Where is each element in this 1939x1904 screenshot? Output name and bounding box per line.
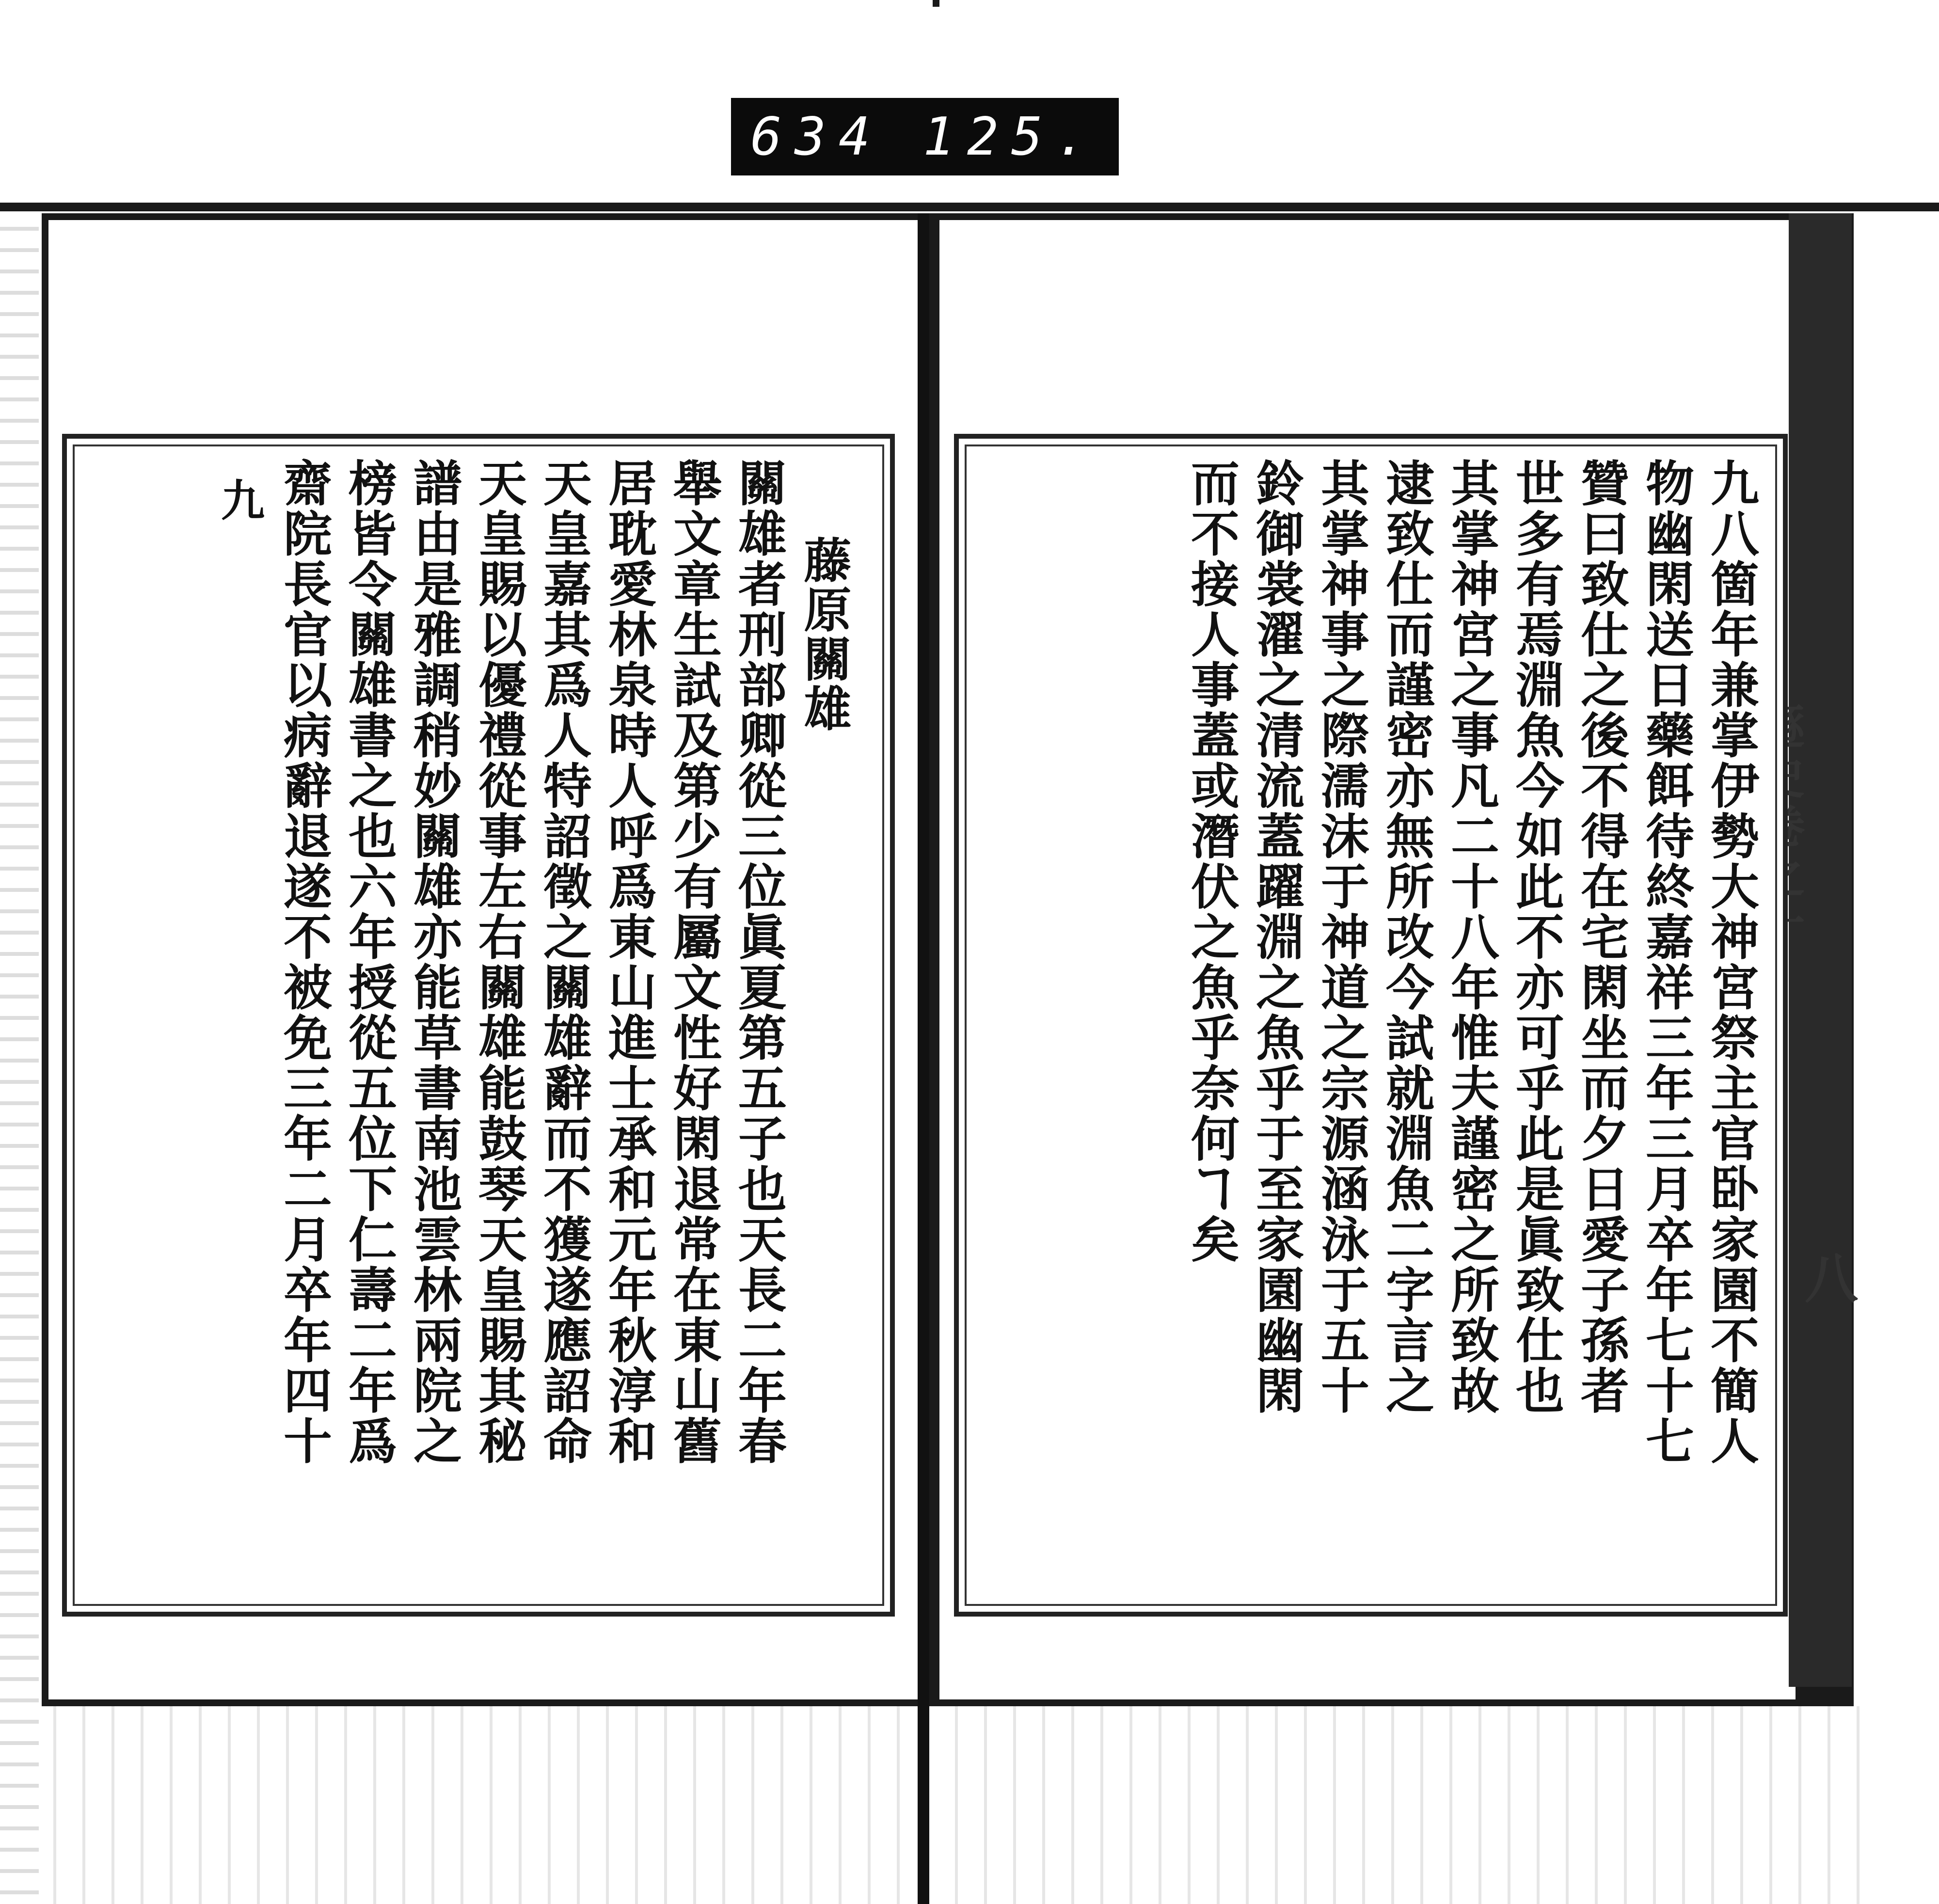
text-column: 逮致仕而謹密亦無所改今試就淵魚二字言之 — [1378, 458, 1435, 1416]
text-column: 居耽愛林泉時人呼爲東山進士承和元年秋淳和 — [600, 458, 657, 1466]
text-column: 物幽閑送日藥餌待終嘉祥三年三月卒年七十七 — [1637, 458, 1695, 1466]
top-tick-mark — [933, 0, 939, 7]
text-column: 其掌神宮之事凡二十八年惟夫謹密之所致故 — [1443, 458, 1500, 1416]
film-frame-label — [731, 98, 1119, 175]
right-margin-folio: 八 — [1796, 1251, 1859, 1307]
text-column: 關雄者刑部卿從三位眞夏第五子也天長二年春 — [730, 458, 787, 1466]
left-text-columns — [96, 458, 856, 1592]
bottom-edge-scan-noise — [39, 1706, 1881, 1904]
text-column: 天皇嘉其爲人特詔徵之關雄辭而不獲遂應詔命 — [535, 458, 592, 1466]
text-column: 天皇賜以優禮從事左右關雄能鼓琴天皇賜其秘 — [470, 458, 527, 1466]
film-frame-number: 125. — [922, 106, 1099, 167]
right-text-columns — [988, 458, 1764, 1592]
film-reel-number: 634 — [750, 106, 883, 167]
top-divider-rule — [0, 203, 1939, 211]
left-edge-scan-noise — [0, 213, 39, 1904]
text-column: 九八箇年兼掌伊勢大神宮祭主官卧家園不簡人 — [1702, 458, 1760, 1466]
text-column: 鈴御裳濯之清流蓋躍淵之魚乎于至家園幽閑 — [1248, 458, 1305, 1416]
left-text-frame — [62, 434, 895, 1617]
text-column: 而不接人事蓋或潛伏之魚乎奈何ヿ矣 — [1183, 458, 1240, 1265]
right-text-frame — [954, 434, 1788, 1617]
book-gutter — [918, 213, 929, 1904]
text-column: 其掌神事之際濡沫于神道之宗源涵泳于五十 — [1313, 458, 1370, 1416]
entry-title: 藤原關雄 — [796, 536, 852, 733]
right-page-edge-shadow — [1789, 213, 1852, 1687]
text-column: 贊曰致仕之後不得在宅閑坐而夕日愛子孫者 — [1573, 458, 1630, 1416]
text-column: 世多有焉淵魚今如此不亦可乎此是眞致仕也 — [1508, 458, 1565, 1416]
text-column: 齋院長官以病辭退遂不被免三年二月卒年四十 — [275, 458, 333, 1466]
text-column: 譜由是雅調稍妙關雄亦能草書南池雲林兩院之 — [405, 458, 462, 1466]
text-column: 舉文章生試及第少有屬文性好閑退常在東山舊 — [665, 458, 722, 1466]
text-column: 榜皆令關雄書之也六年授從五位下仁壽二年爲 — [340, 458, 397, 1466]
page-number: 九 — [213, 477, 265, 523]
